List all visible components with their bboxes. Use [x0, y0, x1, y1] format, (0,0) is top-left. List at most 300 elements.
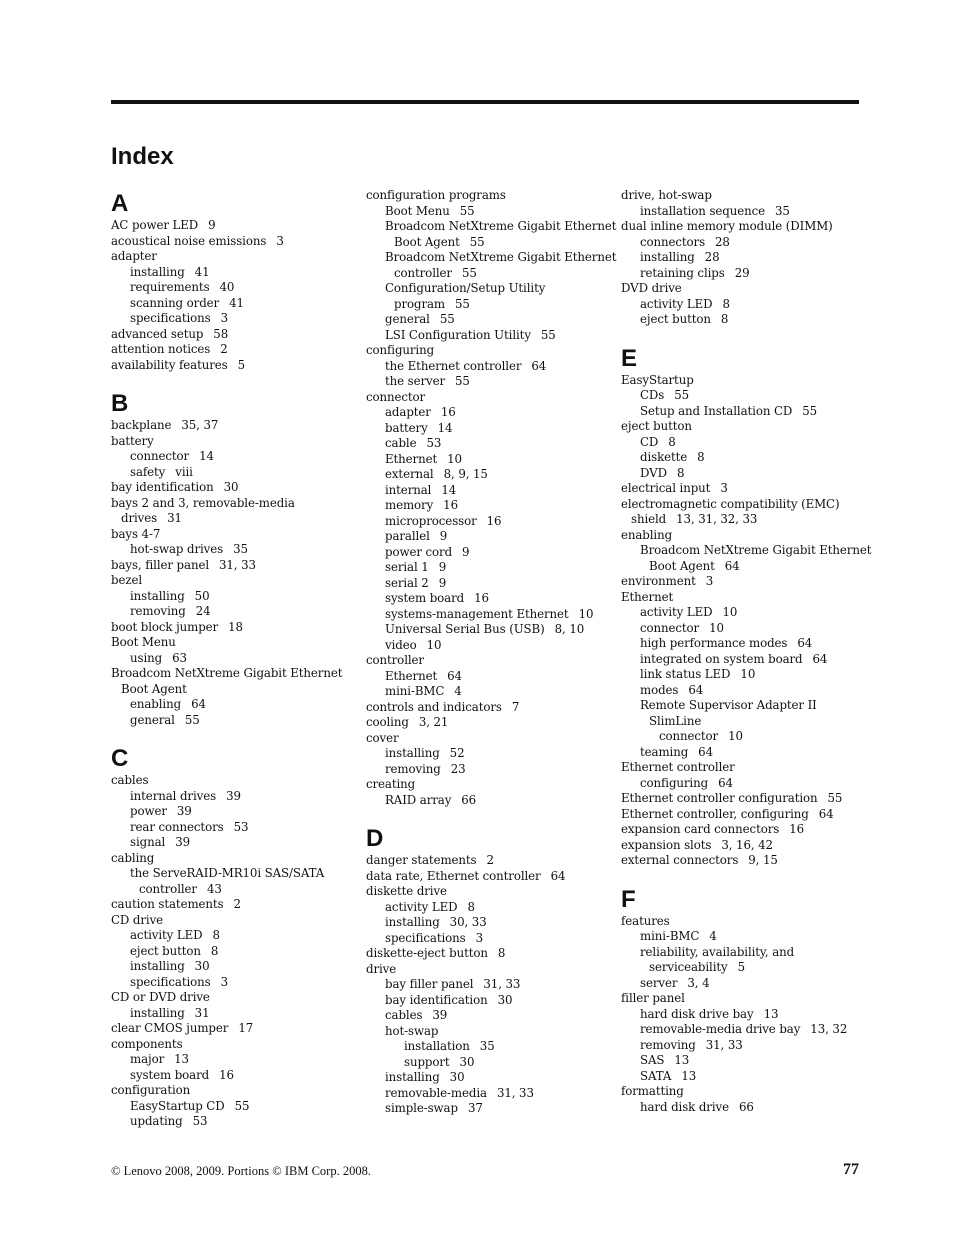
index-entry: [111, 620, 351, 636]
index-entry: [621, 497, 866, 513]
index-entry-continuation: [366, 235, 611, 251]
entry-page-ref: 31: [167, 511, 182, 525]
entry-page-ref: 16: [789, 822, 805, 836]
entry-page-ref: 16: [486, 513, 502, 528]
entry-page-ref: 8: [497, 946, 506, 960]
index-entry: [621, 1022, 866, 1038]
entry-term: backplane: [111, 418, 172, 432]
entry-term: simple-swap: [385, 1101, 458, 1115]
entry-term: installing: [385, 1070, 440, 1084]
entry-page-ref: 9: [439, 529, 448, 543]
index-entry: [111, 913, 351, 929]
index-entry: [366, 328, 611, 344]
index-entry: [366, 204, 611, 220]
entry-term: installation sequence: [640, 203, 765, 218]
index-entry: [366, 684, 611, 700]
entry-term: cables: [111, 773, 149, 787]
index-entry: [621, 250, 866, 266]
header-rule: [111, 100, 859, 104]
entry-term: specifications: [385, 930, 466, 945]
entry-page-ref: 64: [447, 668, 462, 683]
entry-term: activity LED: [640, 296, 713, 311]
index-entry: [366, 777, 611, 793]
entry-term: DVD: [640, 465, 667, 480]
entry-page-ref: 30: [459, 1054, 475, 1069]
entry-page-ref: 4: [709, 929, 717, 943]
entry-term: SlimLine: [649, 713, 702, 728]
index-entry: [621, 605, 866, 621]
index-column-2: [366, 188, 617, 1117]
entry-term: expansion slots: [621, 837, 712, 852]
entry-page-ref: 3, 16, 42: [721, 837, 773, 852]
entry-page-ref: 8: [720, 312, 729, 326]
index-entry: [621, 1038, 866, 1054]
entry-term: creating: [366, 777, 416, 791]
entry-term: installing: [385, 915, 440, 929]
index-entry: [621, 914, 866, 930]
entry-page-ref: 37: [467, 1101, 483, 1115]
entry-term: drives: [121, 511, 158, 525]
entry-term: Boot Agent: [394, 234, 460, 249]
index-entry: [366, 188, 611, 204]
index-entry: [621, 652, 866, 668]
entry-term: scanning order: [130, 295, 220, 310]
entry-term: hot-swap drives: [130, 542, 224, 556]
section-spacer: [621, 328, 866, 343]
index-entry: [111, 804, 351, 820]
entry-term: adapter: [111, 249, 157, 263]
index-entry: [111, 449, 351, 465]
entry-page-ref: 39: [176, 804, 192, 818]
entry-term: attention notices: [111, 342, 211, 356]
entry-page-ref: 50: [194, 588, 210, 603]
section-spacer: [111, 728, 351, 743]
entry-page-ref: 8: [697, 450, 705, 464]
entry-term: general: [130, 712, 175, 727]
entry-term: AC power LED: [111, 218, 199, 232]
entry-term: formatting: [621, 1084, 684, 1098]
entry-term: CD drive: [111, 912, 164, 927]
index-entry: [366, 853, 611, 869]
index-entry: [366, 281, 611, 297]
index-entry: [111, 542, 351, 558]
index-entry-continuation: [111, 682, 351, 698]
entry-term: diskette: [640, 450, 688, 464]
index-entry: [621, 188, 866, 204]
index-entry: [111, 635, 351, 651]
index-entry: [111, 713, 351, 729]
entry-page-ref: 16: [443, 498, 458, 512]
entry-term: battery: [385, 420, 428, 435]
index-entry: [366, 514, 611, 530]
entry-term: external: [385, 467, 434, 481]
index-column-3: [621, 188, 872, 1115]
entry-term: CD: [640, 434, 659, 449]
entry-page-ref: 14: [441, 482, 457, 497]
index-entry: [621, 312, 866, 328]
entry-term: cables: [385, 1008, 423, 1022]
index-entry: [621, 745, 866, 761]
index-entry: [111, 296, 351, 312]
entry-page-ref: 13, 32: [810, 1022, 848, 1036]
entry-term: Boot Menu: [385, 203, 450, 218]
entry-page-ref: 3: [475, 930, 484, 945]
index-entry: [621, 636, 866, 652]
entry-term: cable: [385, 436, 417, 450]
entry-term: connector: [659, 729, 719, 743]
entry-page-ref: 30, 33: [449, 915, 487, 929]
index-entry: [621, 945, 866, 961]
index-entry-continuation: [111, 882, 351, 898]
entry-page-ref: 10: [709, 620, 724, 635]
index-entry: [366, 1039, 611, 1055]
entry-page-ref: 55: [455, 374, 470, 388]
index-entry: [111, 990, 351, 1006]
entry-page-ref: 9, 15: [748, 853, 778, 867]
entry-term: removable-media drive bay: [640, 1022, 801, 1036]
index-entry: [111, 666, 351, 682]
entry-term: Ethernet controller configuration: [621, 791, 818, 805]
entry-term: connector: [130, 449, 190, 463]
entry-page-ref: 8: [467, 899, 475, 914]
entry-term: cabling: [111, 850, 155, 865]
index-entry: [366, 452, 611, 468]
entry-term: caution statements: [111, 897, 224, 911]
entry-term: advanced setup: [111, 326, 204, 341]
entry-term: connector: [640, 620, 700, 635]
index-entry: [621, 853, 866, 869]
entry-page-ref: 64: [688, 682, 704, 697]
entry-term: installing: [130, 959, 185, 973]
index-entry: [366, 545, 611, 561]
entry-page-ref: 31: [194, 1005, 210, 1020]
entry-term: installing: [130, 588, 185, 603]
entry-term: Ethernet: [621, 589, 674, 604]
entry-term: rear connectors: [130, 819, 224, 834]
entry-term: expansion card connectors: [621, 822, 780, 836]
entry-term: Universal Serial Bus (USB): [385, 622, 545, 636]
index-entry: [111, 465, 351, 481]
entry-page-ref: 64: [818, 806, 834, 821]
entry-page-ref: 39: [175, 835, 190, 849]
entry-term: general: [385, 312, 430, 326]
entry-page-ref: 28: [704, 250, 720, 264]
entry-term: Configuration/Setup Utility: [385, 281, 546, 295]
entry-term: removing: [385, 761, 441, 776]
entry-term: cooling: [366, 715, 409, 729]
index-entry: [111, 897, 351, 913]
entry-term: microprocessor: [385, 513, 477, 528]
entry-term: connector: [366, 389, 426, 404]
entry-term: specifications: [130, 311, 211, 325]
entry-term: Boot Agent: [121, 681, 187, 696]
entry-term: danger statements: [366, 853, 477, 867]
entry-page-ref: 55: [461, 265, 477, 280]
index-entry-continuation: [366, 297, 611, 313]
entry-term: environment: [621, 574, 696, 588]
entry-term: LSI Configuration Utility: [385, 327, 531, 342]
index-entry: [621, 481, 866, 497]
entry-page-ref: 64: [191, 697, 206, 711]
index-entry: [621, 388, 866, 404]
index-entry: [366, 915, 611, 931]
index-entry: [366, 900, 611, 916]
entry-page-ref: 3, 21: [418, 715, 449, 729]
entry-page-ref: 30: [497, 992, 513, 1007]
entry-term: reliability, availability, and: [640, 944, 795, 959]
entry-page-ref: 29: [734, 265, 750, 280]
entry-page-ref: 55: [459, 203, 475, 218]
entry-term: drive: [366, 961, 397, 976]
index-entry: [366, 560, 611, 576]
entry-term: availability features: [111, 357, 228, 372]
entry-page-ref: 14: [199, 449, 214, 463]
entry-page-ref: 66: [461, 792, 477, 807]
entry-term: mini-BMC: [640, 929, 700, 943]
index-entry: [621, 683, 866, 699]
index-entry: [111, 928, 351, 944]
index-entry: [366, 467, 611, 483]
index-entry: [111, 496, 351, 512]
index-column-1: [111, 188, 351, 1130]
index-entry: [366, 1008, 611, 1024]
entry-term: controller: [139, 881, 197, 896]
index-entry-continuation: [621, 559, 866, 575]
entry-page-ref: 10: [740, 667, 756, 681]
entry-term: internal: [385, 482, 432, 497]
entry-page-ref: 30: [449, 1070, 465, 1084]
index-entry: [111, 327, 351, 343]
entry-term: eject button: [621, 419, 692, 433]
section-letter: D: [366, 825, 384, 852]
index-entry: [111, 975, 351, 991]
entry-term: dual inline memory module (DIMM): [621, 219, 833, 233]
index-entry-continuation: [366, 266, 611, 282]
index-entry: [111, 1099, 351, 1115]
entry-page-ref: 64: [531, 358, 547, 373]
entry-page-ref: 24: [195, 604, 211, 618]
index-entry: [621, 760, 866, 776]
index-entry: [111, 234, 351, 250]
entry-page-ref: 39: [226, 788, 241, 803]
entry-term: configuring: [366, 343, 435, 357]
index-entry: [366, 715, 611, 731]
index-entry: [366, 607, 611, 623]
index-entry: [366, 390, 611, 406]
entry-term: signal: [130, 835, 166, 849]
entry-term: eject button: [640, 312, 711, 326]
entry-term: configuration programs: [366, 188, 506, 202]
index-entry: [621, 590, 866, 606]
index-entry: [366, 1024, 611, 1040]
entry-page-ref: 10: [578, 606, 594, 621]
entry-page-ref: 35: [775, 203, 790, 218]
entry-term: acoustical noise emissions: [111, 233, 267, 248]
entry-term: bays 2 and 3, removable-media: [111, 495, 295, 510]
index-entry: [366, 622, 611, 638]
entry-term: internal drives: [130, 788, 217, 803]
entry-page-ref: 64: [797, 636, 813, 650]
entry-term: data rate, Ethernet controller: [366, 868, 541, 883]
entry-term: bay identification: [385, 992, 488, 1007]
entry-page-ref: 41: [194, 264, 210, 279]
entry-term: bays 4-7: [111, 526, 161, 541]
entry-term: EasyStartup CD: [130, 1098, 225, 1113]
index-entry: [366, 946, 611, 962]
entry-term: memory: [385, 498, 434, 512]
entry-term: program: [394, 296, 446, 311]
entry-page-ref: 13: [174, 1052, 189, 1066]
entry-term: eject button: [130, 943, 201, 958]
index-entry: [366, 343, 611, 359]
index-entry: [111, 1021, 351, 1037]
index-entry: [111, 1114, 351, 1130]
entry-term: power: [130, 804, 167, 818]
section-letter: B: [111, 390, 129, 417]
index-entry: [621, 822, 866, 838]
entry-term: Broadcom NetXtreme Gigabit Ethernet: [385, 250, 617, 264]
index-entry-continuation: [621, 960, 866, 976]
index-entry: [111, 944, 351, 960]
entry-page-ref: 3, 4: [687, 975, 710, 990]
entry-term: hard disk drive bay: [640, 1006, 754, 1021]
index-entry: [111, 604, 351, 620]
entry-term: bay identification: [111, 480, 214, 494]
entry-page-ref: 30: [194, 959, 210, 973]
entry-page-ref: 10: [426, 637, 442, 652]
entry-term: parallel: [385, 529, 430, 543]
entry-page-ref: 17: [238, 1021, 254, 1035]
entry-term: diskette drive: [366, 884, 447, 898]
index-entry: [366, 762, 611, 778]
entry-term: link status LED: [640, 667, 731, 681]
entry-term: installing: [130, 264, 185, 279]
entry-term: DVD drive: [621, 281, 682, 295]
entry-page-ref: 43: [206, 881, 222, 896]
entry-term: SAS: [640, 1053, 665, 1067]
entry-term: installation: [404, 1039, 470, 1053]
index-entry: [111, 434, 351, 450]
entry-page-ref: 23: [450, 761, 466, 776]
index-entry: [621, 776, 866, 792]
entry-term: cover: [366, 730, 399, 745]
index-entry: [111, 1037, 351, 1053]
index-entry: [366, 746, 611, 762]
entry-page-ref: 9: [462, 544, 470, 559]
entry-term: serial 1: [385, 560, 429, 574]
index-entry: [621, 419, 866, 435]
entry-term: configuring: [640, 775, 709, 790]
entry-term: major: [130, 1052, 165, 1066]
index-entry: [111, 218, 351, 234]
entry-page-ref: 64: [812, 651, 828, 666]
entry-page-ref: 28: [715, 234, 730, 249]
entry-page-ref: 5: [737, 960, 746, 974]
entry-page-ref: 10: [722, 605, 738, 619]
entry-page-ref: 52: [449, 746, 465, 760]
entry-term: connectors: [640, 234, 706, 249]
index-entry: [621, 266, 866, 282]
entry-page-ref: 13: [674, 1053, 690, 1067]
entry-term: controller: [366, 653, 424, 667]
index-entry: [111, 1068, 351, 1084]
index-entry: [621, 543, 872, 559]
entry-term: installing: [385, 746, 440, 760]
entry-term: serviceability: [649, 960, 728, 974]
index-entry: [366, 993, 611, 1009]
index-entry: [366, 576, 611, 592]
index-entry: [111, 358, 351, 374]
entry-page-ref: 55: [234, 1098, 250, 1113]
index-entry: [621, 373, 866, 389]
index-entry: [366, 1055, 611, 1071]
entry-term: mini-BMC: [385, 684, 445, 698]
entry-page-ref: 55: [184, 712, 200, 727]
entry-page-ref: 13, 31, 32, 33: [676, 512, 758, 526]
index-entry: [366, 731, 611, 747]
index-entry: [111, 249, 351, 265]
entry-page-ref: 18: [228, 619, 243, 634]
index-entry: [366, 529, 611, 545]
index-entry: [366, 931, 611, 947]
entry-page-ref: 55: [827, 791, 843, 805]
index-entry: [621, 791, 866, 807]
index-entry: [621, 404, 866, 420]
entry-term: diskette-eject button: [366, 946, 488, 960]
index-entry: [111, 835, 351, 851]
entry-term: shield: [631, 512, 667, 526]
entry-term: server: [640, 975, 678, 990]
entry-page-ref: 64: [724, 558, 740, 573]
entry-term: activity LED: [130, 928, 203, 942]
index-entry: [621, 281, 866, 297]
entry-term: using: [130, 650, 163, 665]
index-entry: [366, 1101, 611, 1117]
index-entry: [366, 1086, 611, 1102]
index-entry: [621, 976, 866, 992]
entry-term: Ethernet controller, configuring: [621, 806, 809, 821]
entry-term: clear CMOS jumper: [111, 1021, 229, 1035]
entry-page-ref: 35: [233, 542, 248, 556]
entry-term: Ethernet: [385, 668, 438, 683]
index-entry-continuation: [621, 714, 866, 730]
entry-term: Broadcom NetXtreme Gigabit Ethernet: [385, 219, 617, 233]
entry-term: removing: [640, 1037, 696, 1052]
entry-term: system board: [385, 591, 465, 605]
entry-term: drive, hot-swap: [621, 188, 712, 202]
entry-page-ref: viii: [175, 464, 193, 479]
entry-term: the server: [385, 374, 446, 388]
index-entry: [366, 700, 611, 716]
entry-page-ref: 10: [728, 729, 743, 743]
entry-term: Boot Menu: [111, 635, 176, 649]
index-entry: [111, 697, 351, 713]
entry-term: activity LED: [385, 899, 458, 914]
entry-term: video: [385, 637, 417, 652]
index-entry: [111, 558, 351, 574]
index-entry: [111, 820, 351, 836]
entry-page-ref: 66: [738, 1099, 754, 1114]
entry-page-ref: 3: [276, 233, 284, 248]
entry-page-ref: 35: [479, 1039, 495, 1053]
entry-term: system board: [130, 1067, 210, 1082]
entry-term: configuration: [111, 1083, 191, 1097]
index-entry: [366, 421, 611, 437]
index-entry: [366, 793, 611, 809]
entry-term: boot block jumper: [111, 619, 219, 634]
entry-term: updating: [130, 1114, 183, 1128]
index-entry: [366, 483, 611, 499]
